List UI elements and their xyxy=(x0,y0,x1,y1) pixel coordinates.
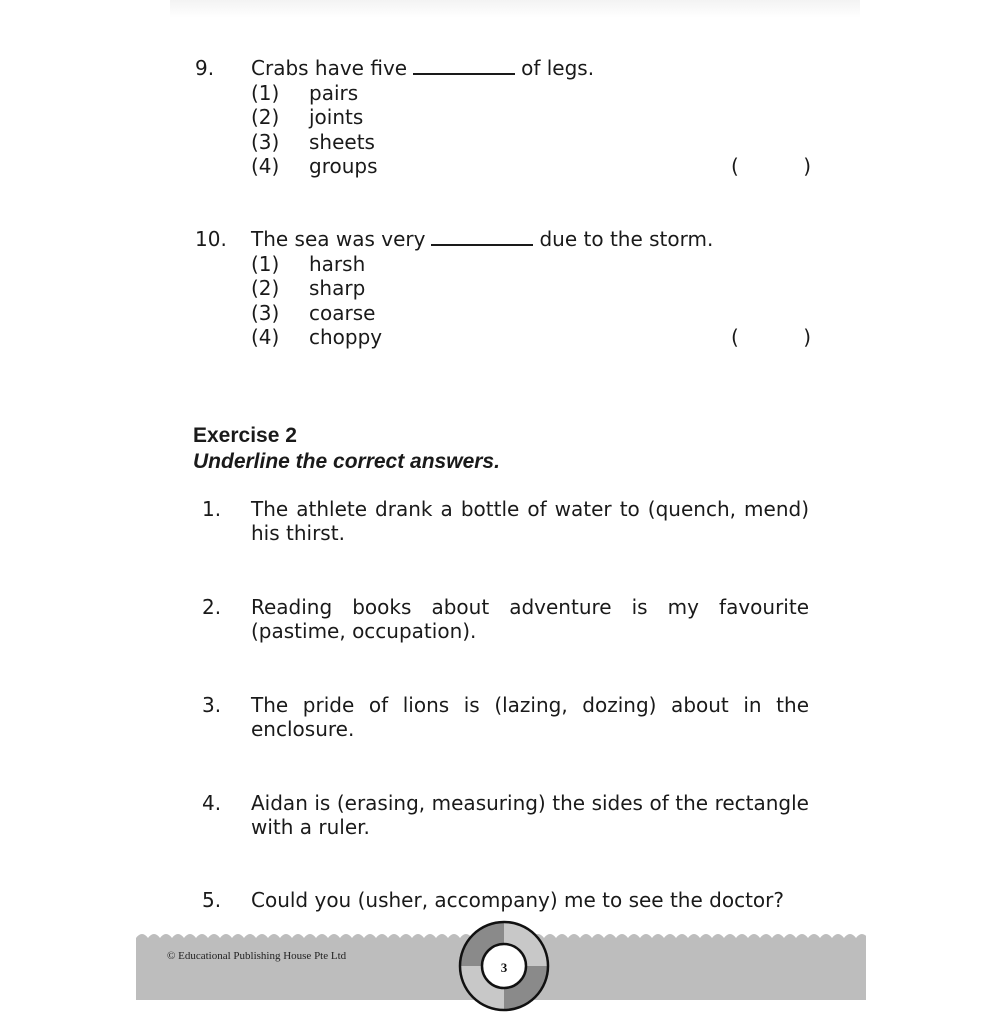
option-text: groups xyxy=(309,154,378,178)
item-number: 2. xyxy=(202,595,222,619)
answer-blank xyxy=(431,230,533,246)
answer-box[interactable] xyxy=(731,325,811,349)
header-strip xyxy=(170,0,860,18)
item-number: 1. xyxy=(202,497,222,521)
option-text: sharp xyxy=(309,276,366,300)
question-stem xyxy=(251,227,713,251)
option-number: (3) xyxy=(251,301,280,325)
page-number: 3 xyxy=(500,960,508,975)
option-text: pairs xyxy=(309,81,359,105)
item-number: 3. xyxy=(202,693,222,717)
item-text: The pride of lions is (lazing, dozing) about in the enclosure. xyxy=(251,693,809,741)
paren-open: ( xyxy=(731,154,739,178)
option-number: (1) xyxy=(251,81,280,105)
option-number: (2) xyxy=(251,105,280,129)
item-text: Aidan is (erasing, measuring) the sides of the rectangle with a ruler. xyxy=(251,791,809,839)
option-text: choppy xyxy=(309,325,383,349)
paren-close: ) xyxy=(803,154,811,178)
option-text: joints xyxy=(309,105,364,129)
item-text: The athlete drank a bottle of water to (quench, mend) his thirst. xyxy=(251,497,809,545)
item-number: 4. xyxy=(202,791,222,815)
item-number: 5. xyxy=(202,888,222,912)
option-number: (3) xyxy=(251,130,280,154)
option-text: sheets xyxy=(309,130,375,154)
option-text: harsh xyxy=(309,252,366,276)
question-number: 9. xyxy=(195,56,215,80)
answer-box[interactable] xyxy=(731,154,811,178)
stem-before: The sea was very xyxy=(251,227,426,251)
option-number: (1) xyxy=(251,252,280,276)
item-text: Could you (usher, accompany) me to see the doctor? xyxy=(251,888,784,912)
item-text: Reading books about adventure is my favourite (pastime, occupation). xyxy=(251,595,809,643)
option-text: coarse xyxy=(309,301,376,325)
paren-open: ( xyxy=(731,325,739,349)
paren-close: ) xyxy=(803,325,811,349)
stem-after: due to the storm. xyxy=(539,227,714,251)
stem-before: Crabs have five xyxy=(251,56,408,80)
option-number: (4) xyxy=(251,325,280,349)
exercise-title: Exercise 2 xyxy=(193,424,297,447)
option-number: (2) xyxy=(251,276,280,300)
copyright-text: © Educational Publishing House Pte Ltd xyxy=(167,950,347,962)
option-number: (4) xyxy=(251,154,280,178)
question-number: 10. xyxy=(195,227,227,251)
stem-after: of legs. xyxy=(521,56,595,80)
answer-blank xyxy=(413,59,515,75)
question-stem xyxy=(251,56,594,80)
exercise-instruction: Underline the correct answers. xyxy=(193,450,500,473)
